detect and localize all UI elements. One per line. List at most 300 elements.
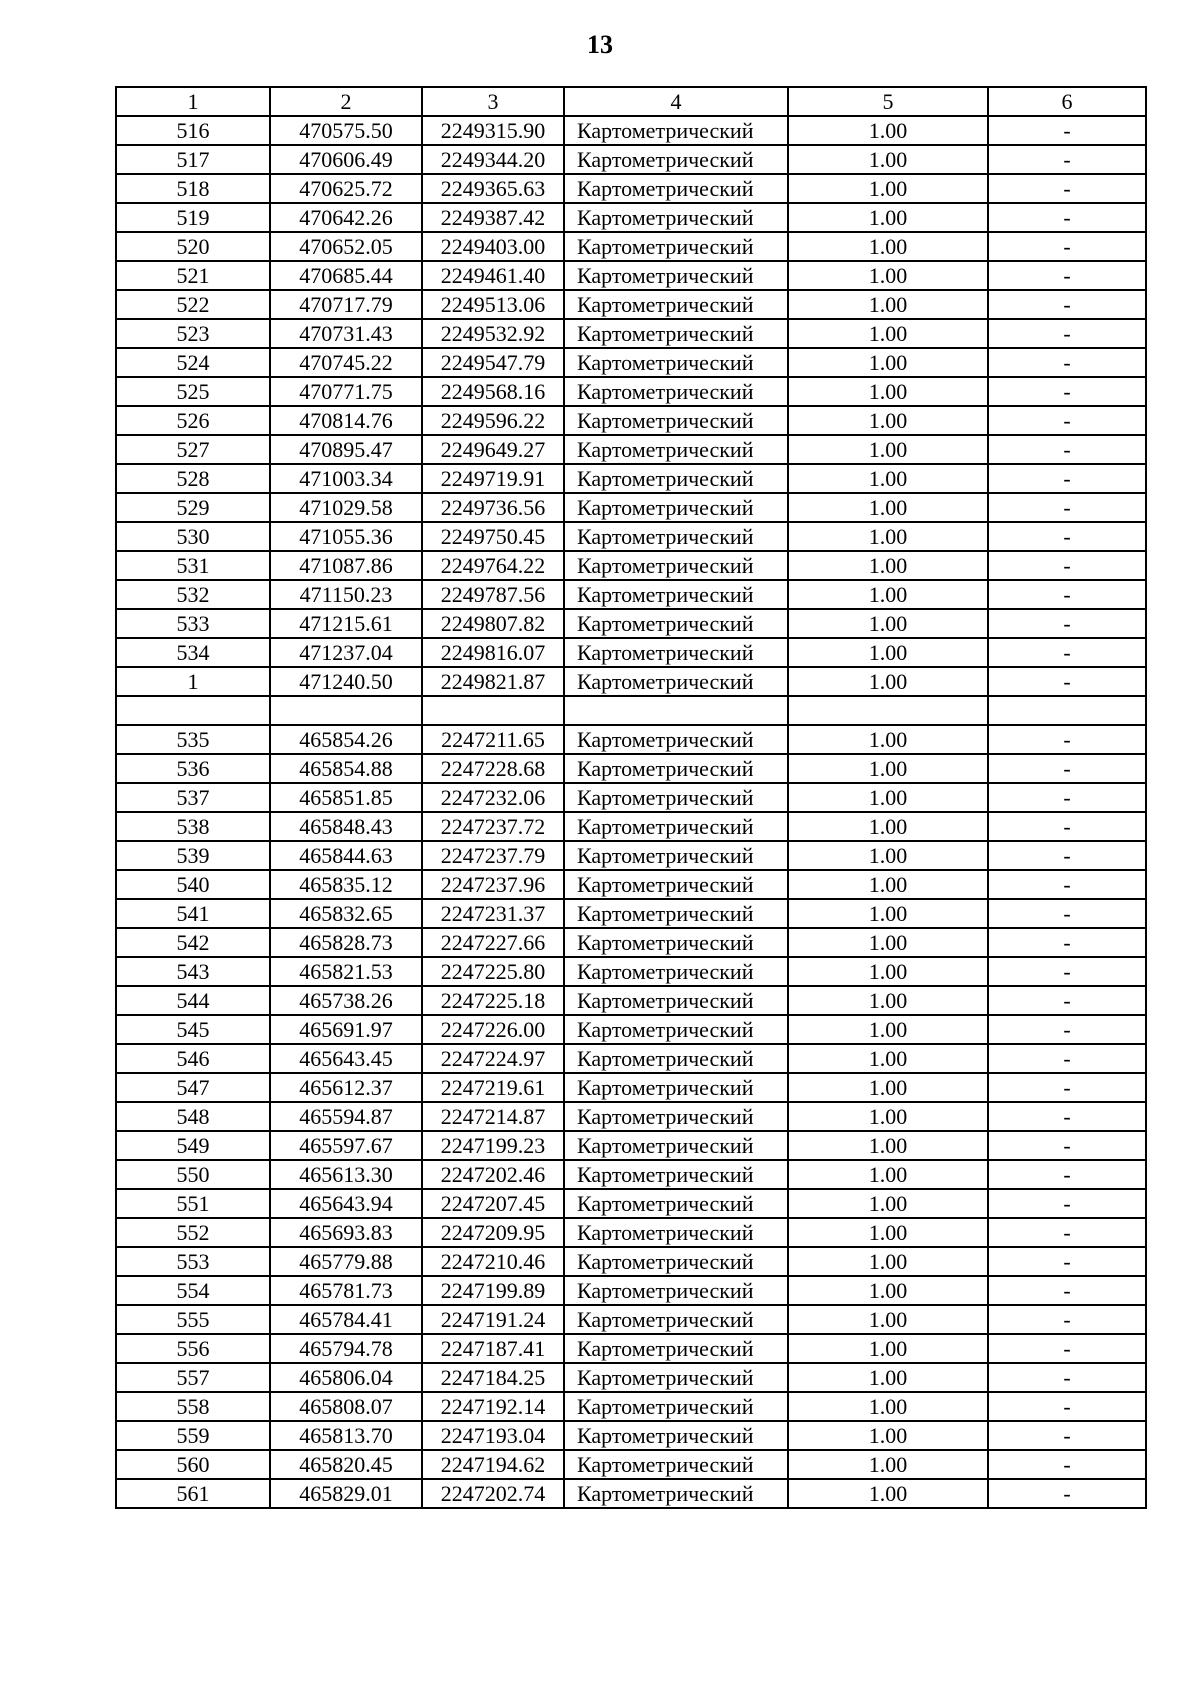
x-coordinate-cell: 470625.72 — [270, 174, 422, 203]
point-number-cell: 558 — [116, 1392, 270, 1421]
table-row — [116, 783, 1146, 812]
accuracy-cell: 1.00 — [788, 638, 988, 667]
table-row — [116, 1305, 1146, 1334]
y-coordinate-cell — [422, 696, 564, 725]
point-number-cell: 521 — [116, 261, 270, 290]
accuracy-cell: 1.00 — [788, 928, 988, 957]
point-number-cell: 555 — [116, 1305, 270, 1334]
x-coordinate-cell: 465835.12 — [270, 870, 422, 899]
x-coordinate-cell: 465854.26 — [270, 725, 422, 754]
table-row — [116, 1131, 1146, 1160]
accuracy-cell: 1.00 — [788, 725, 988, 754]
note-cell: - — [988, 1189, 1146, 1218]
point-number-cell: 516 — [116, 116, 270, 145]
x-coordinate-cell: 470895.47 — [270, 435, 422, 464]
table-row — [116, 493, 1146, 522]
point-number-cell: 557 — [116, 1363, 270, 1392]
x-coordinate-cell: 465643.45 — [270, 1044, 422, 1073]
point-number-cell: 529 — [116, 493, 270, 522]
method-cell: Картометрический — [564, 464, 788, 493]
table-row — [116, 986, 1146, 1015]
method-cell: Картометрический — [564, 754, 788, 783]
header-cell-4: 4 — [564, 87, 788, 116]
point-number-cell: 535 — [116, 725, 270, 754]
coordinates-table-body — [116, 87, 1146, 1508]
method-cell: Картометрический — [564, 812, 788, 841]
note-cell: - — [988, 464, 1146, 493]
table-row — [116, 1102, 1146, 1131]
table-row — [116, 1189, 1146, 1218]
table-row — [116, 522, 1146, 551]
x-coordinate-cell: 465643.94 — [270, 1189, 422, 1218]
accuracy-cell: 1.00 — [788, 203, 988, 232]
point-number-cell: 552 — [116, 1218, 270, 1247]
y-coordinate-cell: 2247209.95 — [422, 1218, 564, 1247]
point-number-cell: 549 — [116, 1131, 270, 1160]
note-cell: - — [988, 1276, 1146, 1305]
header-cell-2: 2 — [270, 87, 422, 116]
accuracy-cell: 1.00 — [788, 1363, 988, 1392]
note-cell: - — [988, 1479, 1146, 1508]
point-number-cell: 553 — [116, 1247, 270, 1276]
y-coordinate-cell: 2247237.96 — [422, 870, 564, 899]
accuracy-cell: 1.00 — [788, 1247, 988, 1276]
y-coordinate-cell: 2247211.65 — [422, 725, 564, 754]
y-coordinate-cell: 2249807.82 — [422, 609, 564, 638]
note-cell: - — [988, 812, 1146, 841]
note-cell: - — [988, 783, 1146, 812]
y-coordinate-cell: 2249649.27 — [422, 435, 564, 464]
note-cell: - — [988, 348, 1146, 377]
method-cell — [564, 696, 788, 725]
note-cell: - — [988, 116, 1146, 145]
y-coordinate-cell: 2247199.89 — [422, 1276, 564, 1305]
x-coordinate-cell: 470606.49 — [270, 145, 422, 174]
method-cell: Картометрический — [564, 290, 788, 319]
accuracy-cell: 1.00 — [788, 1102, 988, 1131]
y-coordinate-cell: 2247202.46 — [422, 1160, 564, 1189]
x-coordinate-cell: 470731.43 — [270, 319, 422, 348]
point-number-cell: 539 — [116, 841, 270, 870]
x-coordinate-cell — [270, 696, 422, 725]
point-number-cell: 537 — [116, 783, 270, 812]
y-coordinate-cell: 2249821.87 — [422, 667, 564, 696]
y-coordinate-cell: 2249750.45 — [422, 522, 564, 551]
note-cell: - — [988, 957, 1146, 986]
point-number-cell: 543 — [116, 957, 270, 986]
note-cell: - — [988, 638, 1146, 667]
method-cell: Картометрический — [564, 203, 788, 232]
accuracy-cell: 1.00 — [788, 1305, 988, 1334]
method-cell: Картометрический — [564, 406, 788, 435]
point-number-cell: 540 — [116, 870, 270, 899]
accuracy-cell: 1.00 — [788, 957, 988, 986]
point-number-cell: 523 — [116, 319, 270, 348]
accuracy-cell: 1.00 — [788, 986, 988, 1015]
point-number-cell: 528 — [116, 464, 270, 493]
method-cell: Картометрический — [564, 1450, 788, 1479]
method-cell: Картометрический — [564, 1102, 788, 1131]
accuracy-cell: 1.00 — [788, 1450, 988, 1479]
table-row — [116, 464, 1146, 493]
note-cell: - — [988, 899, 1146, 928]
point-number-cell: 520 — [116, 232, 270, 261]
point-number-cell: 542 — [116, 928, 270, 957]
table-row — [116, 1247, 1146, 1276]
point-number-cell: 544 — [116, 986, 270, 1015]
method-cell: Картометрический — [564, 348, 788, 377]
accuracy-cell: 1.00 — [788, 841, 988, 870]
x-coordinate-cell: 465779.88 — [270, 1247, 422, 1276]
table-row — [116, 203, 1146, 232]
method-cell: Картометрический — [564, 986, 788, 1015]
table-row — [116, 290, 1146, 319]
y-coordinate-cell: 2249787.56 — [422, 580, 564, 609]
accuracy-cell: 1.00 — [788, 174, 988, 203]
x-coordinate-cell: 465844.63 — [270, 841, 422, 870]
table-row — [116, 1334, 1146, 1363]
table-row — [116, 1073, 1146, 1102]
x-coordinate-cell: 470652.05 — [270, 232, 422, 261]
accuracy-cell: 1.00 — [788, 812, 988, 841]
table-row — [116, 1044, 1146, 1073]
table-row — [116, 406, 1146, 435]
table-row — [116, 667, 1146, 696]
note-cell: - — [988, 1305, 1146, 1334]
x-coordinate-cell: 465813.70 — [270, 1421, 422, 1450]
accuracy-cell: 1.00 — [788, 1392, 988, 1421]
table-row — [116, 232, 1146, 261]
x-coordinate-cell: 470575.50 — [270, 116, 422, 145]
point-number-cell: 561 — [116, 1479, 270, 1508]
point-number-cell: 547 — [116, 1073, 270, 1102]
header-cell-3: 3 — [422, 87, 564, 116]
y-coordinate-cell: 2249547.79 — [422, 348, 564, 377]
note-cell: - — [988, 174, 1146, 203]
method-cell: Картометрический — [564, 232, 788, 261]
accuracy-cell — [788, 696, 988, 725]
y-coordinate-cell: 2247232.06 — [422, 783, 564, 812]
y-coordinate-cell: 2247202.74 — [422, 1479, 564, 1508]
x-coordinate-cell: 471055.36 — [270, 522, 422, 551]
method-cell: Картометрический — [564, 1218, 788, 1247]
y-coordinate-cell: 2247214.87 — [422, 1102, 564, 1131]
point-number-cell: 533 — [116, 609, 270, 638]
y-coordinate-cell: 2249403.00 — [422, 232, 564, 261]
y-coordinate-cell: 2247228.68 — [422, 754, 564, 783]
x-coordinate-cell: 465806.04 — [270, 1363, 422, 1392]
y-coordinate-cell: 2247225.80 — [422, 957, 564, 986]
table-row — [116, 928, 1146, 957]
method-cell: Картометрический — [564, 1160, 788, 1189]
note-cell: - — [988, 1073, 1146, 1102]
x-coordinate-cell: 465820.45 — [270, 1450, 422, 1479]
method-cell: Картометрический — [564, 1363, 788, 1392]
method-cell: Картометрический — [564, 667, 788, 696]
y-coordinate-cell: 2247187.41 — [422, 1334, 564, 1363]
accuracy-cell: 1.00 — [788, 435, 988, 464]
accuracy-cell: 1.00 — [788, 1160, 988, 1189]
accuracy-cell: 1.00 — [788, 493, 988, 522]
point-number-cell: 517 — [116, 145, 270, 174]
y-coordinate-cell: 2247184.25 — [422, 1363, 564, 1392]
note-cell: - — [988, 1015, 1146, 1044]
note-cell: - — [988, 754, 1146, 783]
accuracy-cell: 1.00 — [788, 1276, 988, 1305]
accuracy-cell: 1.00 — [788, 1334, 988, 1363]
note-cell: - — [988, 319, 1146, 348]
accuracy-cell: 1.00 — [788, 522, 988, 551]
method-cell: Картометрический — [564, 522, 788, 551]
point-number-cell: 530 — [116, 522, 270, 551]
x-coordinate-cell: 465612.37 — [270, 1073, 422, 1102]
note-cell: - — [988, 841, 1146, 870]
table-row — [116, 841, 1146, 870]
note-cell: - — [988, 1131, 1146, 1160]
method-cell: Картометрический — [564, 957, 788, 986]
note-cell: - — [988, 290, 1146, 319]
x-coordinate-cell: 465808.07 — [270, 1392, 422, 1421]
table-row — [116, 1160, 1146, 1189]
point-number-cell: 550 — [116, 1160, 270, 1189]
point-number-cell: 559 — [116, 1421, 270, 1450]
y-coordinate-cell: 2249736.56 — [422, 493, 564, 522]
y-coordinate-cell: 2247237.72 — [422, 812, 564, 841]
method-cell: Картометрический — [564, 899, 788, 928]
point-number-cell: 526 — [116, 406, 270, 435]
x-coordinate-cell: 465784.41 — [270, 1305, 422, 1334]
table-row — [116, 812, 1146, 841]
method-cell: Картометрический — [564, 841, 788, 870]
table-header-row — [116, 87, 1146, 116]
x-coordinate-cell: 465848.43 — [270, 812, 422, 841]
note-cell: - — [988, 1421, 1146, 1450]
note-cell: - — [988, 1247, 1146, 1276]
y-coordinate-cell: 2249344.20 — [422, 145, 564, 174]
note-cell: - — [988, 580, 1146, 609]
accuracy-cell: 1.00 — [788, 551, 988, 580]
method-cell: Картометрический — [564, 1044, 788, 1073]
point-number-cell: 556 — [116, 1334, 270, 1363]
table-row — [116, 870, 1146, 899]
accuracy-cell: 1.00 — [788, 580, 988, 609]
accuracy-cell: 1.00 — [788, 406, 988, 435]
point-number-cell: 518 — [116, 174, 270, 203]
x-coordinate-cell: 465597.67 — [270, 1131, 422, 1160]
y-coordinate-cell: 2249513.06 — [422, 290, 564, 319]
accuracy-cell: 1.00 — [788, 1189, 988, 1218]
x-coordinate-cell: 470685.44 — [270, 261, 422, 290]
point-number-cell: 1 — [116, 667, 270, 696]
y-coordinate-cell: 2247226.00 — [422, 1015, 564, 1044]
x-coordinate-cell: 465781.73 — [270, 1276, 422, 1305]
note-cell: - — [988, 1392, 1146, 1421]
x-coordinate-cell: 465829.01 — [270, 1479, 422, 1508]
method-cell: Картометрический — [564, 1189, 788, 1218]
accuracy-cell: 1.00 — [788, 1479, 988, 1508]
y-coordinate-cell: 2247219.61 — [422, 1073, 564, 1102]
x-coordinate-cell: 471003.34 — [270, 464, 422, 493]
y-coordinate-cell: 2247237.79 — [422, 841, 564, 870]
accuracy-cell: 1.00 — [788, 232, 988, 261]
point-number-cell: 524 — [116, 348, 270, 377]
y-coordinate-cell: 2247191.24 — [422, 1305, 564, 1334]
accuracy-cell: 1.00 — [788, 464, 988, 493]
accuracy-cell: 1.00 — [788, 319, 988, 348]
x-coordinate-cell: 465854.88 — [270, 754, 422, 783]
method-cell: Картометрический — [564, 783, 788, 812]
y-coordinate-cell: 2249764.22 — [422, 551, 564, 580]
point-number-cell: 546 — [116, 1044, 270, 1073]
note-cell: - — [988, 1160, 1146, 1189]
note-cell: - — [988, 377, 1146, 406]
y-coordinate-cell: 2249365.63 — [422, 174, 564, 203]
accuracy-cell: 1.00 — [788, 1218, 988, 1247]
table-row — [116, 1015, 1146, 1044]
note-cell: - — [988, 1044, 1146, 1073]
table-row — [116, 580, 1146, 609]
method-cell: Картометрический — [564, 174, 788, 203]
accuracy-cell: 1.00 — [788, 609, 988, 638]
note-cell: - — [988, 928, 1146, 957]
accuracy-cell: 1.00 — [788, 899, 988, 928]
accuracy-cell: 1.00 — [788, 1015, 988, 1044]
note-cell: - — [988, 203, 1146, 232]
method-cell: Картометрический — [564, 1305, 788, 1334]
point-number-cell — [116, 696, 270, 725]
table-row — [116, 1363, 1146, 1392]
point-number-cell: 532 — [116, 580, 270, 609]
table-row — [116, 116, 1146, 145]
method-cell: Картометрический — [564, 638, 788, 667]
accuracy-cell: 1.00 — [788, 290, 988, 319]
accuracy-cell: 1.00 — [788, 377, 988, 406]
x-coordinate-cell: 470717.79 — [270, 290, 422, 319]
note-cell: - — [988, 1363, 1146, 1392]
accuracy-cell: 1.00 — [788, 1421, 988, 1450]
table-row — [116, 1479, 1146, 1508]
y-coordinate-cell: 2249816.07 — [422, 638, 564, 667]
method-cell: Картометрический — [564, 116, 788, 145]
x-coordinate-cell: 470814.76 — [270, 406, 422, 435]
point-number-cell: 541 — [116, 899, 270, 928]
accuracy-cell: 1.00 — [788, 1073, 988, 1102]
note-cell: - — [988, 435, 1146, 464]
table-row — [116, 377, 1146, 406]
y-coordinate-cell: 2249532.92 — [422, 319, 564, 348]
x-coordinate-cell: 471237.04 — [270, 638, 422, 667]
table-row — [116, 696, 1146, 725]
x-coordinate-cell: 465691.97 — [270, 1015, 422, 1044]
x-coordinate-cell: 465738.26 — [270, 986, 422, 1015]
accuracy-cell: 1.00 — [788, 261, 988, 290]
x-coordinate-cell: 465594.87 — [270, 1102, 422, 1131]
note-cell: - — [988, 261, 1146, 290]
point-number-cell: 560 — [116, 1450, 270, 1479]
x-coordinate-cell: 465832.65 — [270, 899, 422, 928]
method-cell: Картометрический — [564, 377, 788, 406]
method-cell: Картометрический — [564, 261, 788, 290]
table-row — [116, 1276, 1146, 1305]
x-coordinate-cell: 465821.53 — [270, 957, 422, 986]
note-cell: - — [988, 1334, 1146, 1363]
x-coordinate-cell: 470745.22 — [270, 348, 422, 377]
point-number-cell: 536 — [116, 754, 270, 783]
table-row — [116, 957, 1146, 986]
table-row — [116, 899, 1146, 928]
accuracy-cell: 1.00 — [788, 1131, 988, 1160]
x-coordinate-cell: 465693.83 — [270, 1218, 422, 1247]
accuracy-cell: 1.00 — [788, 783, 988, 812]
table-row — [116, 754, 1146, 783]
accuracy-cell: 1.00 — [788, 348, 988, 377]
table-row — [116, 638, 1146, 667]
y-coordinate-cell: 2247199.23 — [422, 1131, 564, 1160]
method-cell: Картометрический — [564, 1479, 788, 1508]
note-cell: - — [988, 493, 1146, 522]
x-coordinate-cell: 470771.75 — [270, 377, 422, 406]
accuracy-cell: 1.00 — [788, 754, 988, 783]
point-number-cell: 525 — [116, 377, 270, 406]
method-cell: Картометрический — [564, 1247, 788, 1276]
table-row — [116, 435, 1146, 464]
point-number-cell: 531 — [116, 551, 270, 580]
method-cell: Картометрический — [564, 725, 788, 754]
y-coordinate-cell: 2247194.62 — [422, 1450, 564, 1479]
y-coordinate-cell: 2249719.91 — [422, 464, 564, 493]
method-cell: Картометрический — [564, 580, 788, 609]
note-cell: - — [988, 551, 1146, 580]
table-row — [116, 609, 1146, 638]
point-number-cell: 519 — [116, 203, 270, 232]
method-cell: Картометрический — [564, 1334, 788, 1363]
note-cell: - — [988, 145, 1146, 174]
table-row — [116, 551, 1146, 580]
y-coordinate-cell: 2247225.18 — [422, 986, 564, 1015]
x-coordinate-cell: 465613.30 — [270, 1160, 422, 1189]
accuracy-cell: 1.00 — [788, 116, 988, 145]
note-cell: - — [988, 986, 1146, 1015]
header-cell-5: 5 — [788, 87, 988, 116]
x-coordinate-cell: 471087.86 — [270, 551, 422, 580]
table-row — [116, 145, 1146, 174]
y-coordinate-cell: 2249568.16 — [422, 377, 564, 406]
x-coordinate-cell: 465828.73 — [270, 928, 422, 957]
method-cell: Картометрический — [564, 1015, 788, 1044]
point-number-cell: 548 — [116, 1102, 270, 1131]
note-cell: - — [988, 1102, 1146, 1131]
method-cell: Картометрический — [564, 1276, 788, 1305]
method-cell: Картометрический — [564, 493, 788, 522]
note-cell: - — [988, 406, 1146, 435]
coordinates-table — [115, 86, 1147, 1509]
point-number-cell: 554 — [116, 1276, 270, 1305]
y-coordinate-cell: 2247210.46 — [422, 1247, 564, 1276]
note-cell: - — [988, 870, 1146, 899]
header-cell-1: 1 — [116, 87, 270, 116]
table-row — [116, 725, 1146, 754]
y-coordinate-cell: 2249596.22 — [422, 406, 564, 435]
method-cell: Картометрический — [564, 551, 788, 580]
y-coordinate-cell: 2249461.40 — [422, 261, 564, 290]
x-coordinate-cell: 465794.78 — [270, 1334, 422, 1363]
note-cell: - — [988, 522, 1146, 551]
method-cell: Картометрический — [564, 928, 788, 957]
note-cell: - — [988, 1450, 1146, 1479]
note-cell: - — [988, 667, 1146, 696]
x-coordinate-cell: 471150.23 — [270, 580, 422, 609]
table-row — [116, 1450, 1146, 1479]
